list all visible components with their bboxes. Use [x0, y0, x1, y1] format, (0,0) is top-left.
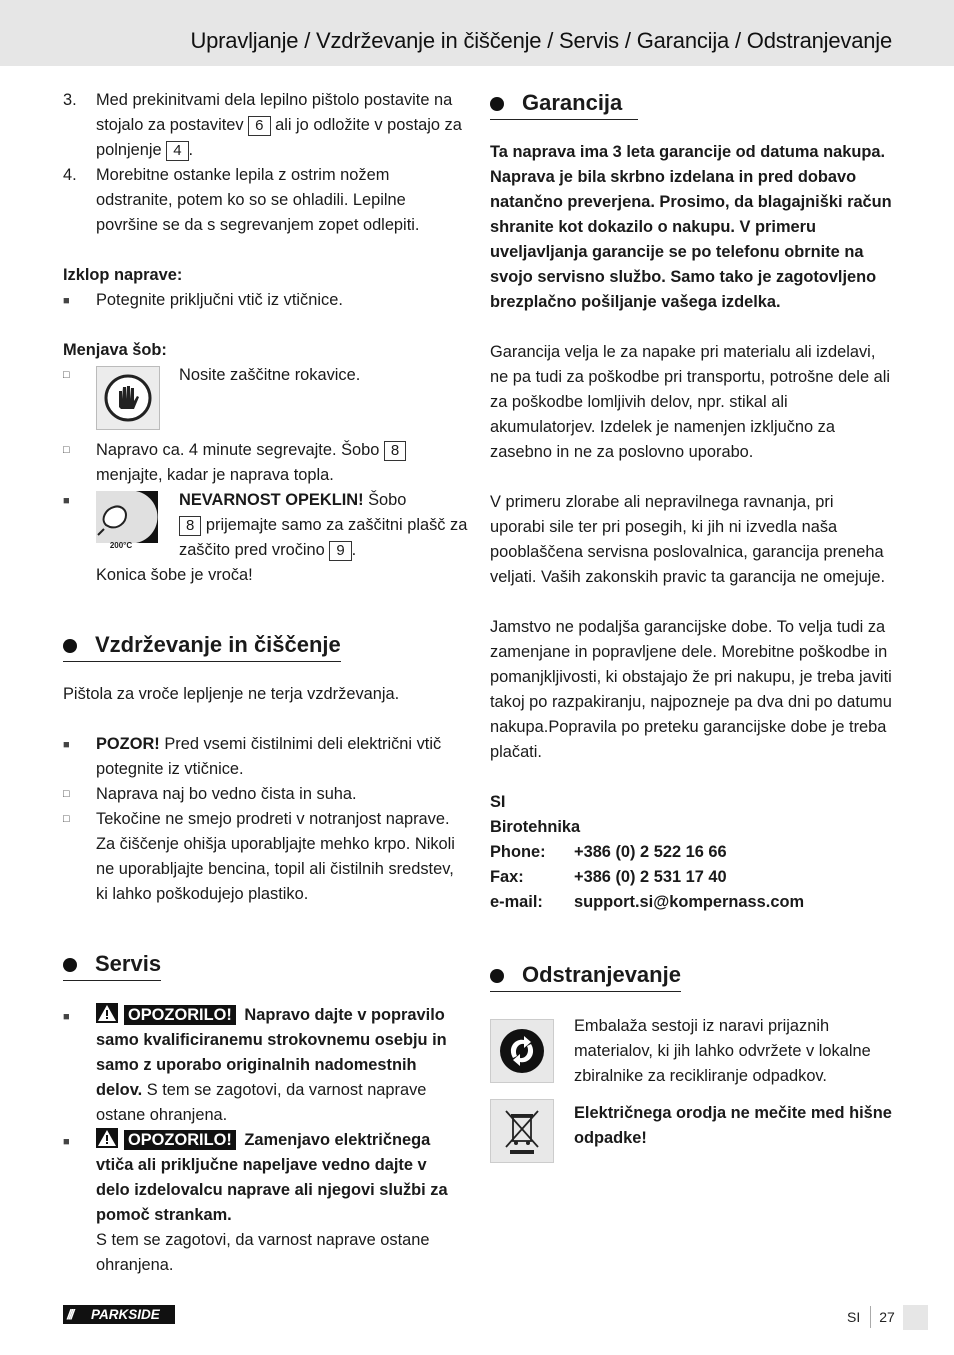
bullet-square-icon: ■ [63, 739, 70, 751]
logo-slashes: /// [67, 1307, 73, 1322]
warning-label: OPOZORILO! [124, 1130, 236, 1150]
item-number: 4. [63, 166, 77, 184]
list-item [63, 163, 463, 238]
heading-text: Garancija [522, 90, 623, 115]
gloves-icon [96, 366, 160, 430]
logo-text: PARKSIDE [91, 1307, 160, 1322]
bullet-square-icon: ■ [63, 295, 70, 307]
page-number-block [847, 1306, 895, 1328]
part-number-box: 8 [179, 516, 201, 536]
recycle-row [490, 1014, 892, 1089]
item-text: Napravo dajte v popravilo samo kvalificiranemu strokovnemu osebju in samo z uporabo originalnih nadomestnih delov. [96, 1006, 447, 1099]
contact-fax [490, 865, 892, 890]
section-subtitle: Izklop naprave: [63, 266, 183, 284]
section-heading-wrap [63, 949, 463, 981]
list-item [63, 1003, 463, 1128]
list-item [63, 732, 463, 782]
language-code: SI [847, 1309, 861, 1325]
item-text: S tem se zagotovi, da varnost naprave ostane ohranjena. [96, 1081, 427, 1124]
part-number-box: 6 [248, 116, 270, 136]
item-text: Šobo [368, 491, 407, 509]
heading-bullet-icon [490, 969, 504, 983]
item-text: Napravo ca. 4 minute segrevajte. Šobo [96, 441, 380, 459]
list-item [63, 807, 463, 907]
item-text: Pred vsemi čistilnimi deli električni vtič potegnite iz vtičnice. [96, 735, 442, 778]
bullet-hollow-icon: □ [63, 813, 70, 825]
parkside-logo [63, 1305, 175, 1324]
list-item [63, 1128, 463, 1278]
section-heading [490, 960, 681, 992]
heading-bullet-icon [63, 639, 77, 653]
fax-value: +386 (0) 2 531 17 40 [574, 868, 727, 886]
weee-row [490, 1101, 892, 1167]
part-number-box: 4 [166, 141, 188, 161]
temperature-label: 200°C [109, 541, 133, 550]
part-number-box: 9 [329, 541, 351, 561]
warning-triangle-icon [96, 1003, 118, 1023]
paragraph: Jamstvo ne podaljša garancijske dobe. To velja tudi za zamenjane in popravljene dele. Morebitne poškodbe in pomanjkljivosti, ki obstajajo že pri nakupu, je treba javiti takoj po razpakiranju, najpozneje pa dva dni po datumu nakupa.Popravila po preteku garancijske dobe je treba plačati. [490, 618, 892, 761]
section-heading [490, 88, 622, 120]
green-dot-recycle-icon [490, 1019, 554, 1083]
paragraph: Garancija velja le za napake pri materialu ali izdelavi, ne pa tudi za poškodbe pri transportu, potrošne dele ali za poškodbe lomljivih delov, npr. stikal ali akumulatorjev. Izdelek je namenjen izključno za zasebno in ne za poslovno uporabo. [490, 343, 891, 461]
footer-divider [870, 1306, 871, 1328]
contact-company: Birotehnika [490, 818, 581, 836]
bullet-hollow-icon: □ [63, 369, 70, 381]
warning-label: OPOZORILO! [124, 1005, 236, 1025]
warning-triangle-icon [96, 1128, 118, 1148]
bullet-square-icon: ■ [63, 495, 70, 507]
paragraph: V primeru zlorabe ali nepravilnega ravnanja, pri uporabi sile ter pri posegih, ki jih ni izvedla naša pooblaščena servisna poslovalnica, garancija preneha veljati. Vaših zakonskih pravic ta garancija ne omejuje. [490, 493, 886, 586]
section-heading [63, 949, 161, 981]
item-text: menjajte, kadar je naprava topla. [96, 466, 334, 484]
page-header [0, 0, 954, 66]
item-text: Potegnite priključni vtič iz vtičnice. [96, 291, 343, 309]
heading-bullet-icon [490, 97, 504, 111]
list-item [63, 363, 463, 436]
list-item [63, 488, 468, 563]
item-text: S tem se zagotovi, da varnost naprave ostane ohranjena. [96, 1231, 430, 1274]
paragraph: Pištola za vroče lepljenje ne terja vzdrževanja. [63, 685, 400, 703]
phone-value: +386 (0) 2 522 16 66 [574, 843, 727, 861]
left-column [63, 88, 468, 1278]
item-text: ali jo odložite v postajo za polnjenje [96, 116, 462, 159]
email-label: e-mail: [490, 893, 543, 911]
item-text: . [188, 141, 194, 159]
danger-label: NEVARNOST OPEKLIN! [179, 491, 364, 509]
email-value: support.si@kompernass.com [574, 893, 805, 911]
bullet-hollow-icon: □ [63, 788, 70, 800]
contact-country: SI [490, 793, 506, 811]
caution-label: POZOR! [96, 735, 160, 753]
item-text: Tekočine ne smejo prodreti v notranjost naprave. Za čiščenje ohišja uporabljajte mehko krpo. Nikoli ne uporabljajte bencina, topil ali čistilnih sredstev, ki lahko poškodujejo plastiko. [96, 810, 455, 903]
heading-text: Vzdrževanje in čiščenje [95, 632, 341, 657]
bullet-square-icon: ■ [63, 1136, 70, 1148]
item-text-block [179, 488, 469, 563]
item-text: . [351, 541, 357, 559]
list-item [63, 782, 463, 807]
contact-email [490, 890, 892, 915]
phone-label: Phone: [490, 843, 546, 861]
footer-grey-tab [903, 1305, 928, 1330]
heading-text: Servis [95, 951, 162, 976]
fax-label: Fax: [490, 868, 524, 886]
section-heading-wrap [490, 960, 892, 992]
section-heading-wrap [490, 88, 892, 120]
list-item [63, 88, 463, 163]
contact-phone [490, 840, 892, 865]
right-column [490, 88, 892, 1167]
disposal-warning: Električnega orodja ne mečite med hišne odpadke! [574, 1104, 892, 1147]
section-subtitle: Menjava šob: [63, 341, 167, 359]
item-text: Zamenjavo električnega vtiča ali priključne napeljave vedno dajte v delo izdelovalcu naprave ali njegovi službi za pomoč strankam. [96, 1131, 448, 1224]
paragraph-bold: Ta naprava ima 3 leta garancije od datuma nakupa. Naprava je bila skrbno izdelana in pred dobavo natančno preverjena. Prosimo, da blagajniški račun shranite kot dokazilo o nakupu. V primeru uveljavljanja garancije se po telefonu obrnite na svojo servisno službo. Samo tako je zagotovljeno brezplačno pošiljanje vašega izdelka. [490, 143, 892, 311]
heading-bullet-icon [63, 958, 77, 972]
section-heading [63, 630, 341, 662]
item-text: Naprava naj bo vedno čista in suha. [96, 785, 357, 803]
hot-surface-icon [96, 491, 160, 553]
list-item [63, 288, 463, 313]
contact-block [490, 790, 892, 915]
bullet-hollow-icon: □ [63, 444, 70, 456]
heading-text: Odstranjevanje [522, 962, 681, 987]
section-heading-wrap [63, 630, 463, 662]
page-number: 27 [879, 1309, 895, 1325]
crossed-bin-icon [490, 1099, 554, 1163]
item-text: Nosite zaščitne rokavice. [179, 366, 361, 384]
page-title: Upravljanje / Vzdrževanje in čiščenje / Servis / Garancija / Odstranjevanje [190, 28, 892, 53]
item-text: Morebitne ostanke lepila z ostrim nožem odstranite, potem ko so se ohladili. Lepilne površine se da s segrevanjem zopet odlepiti. [96, 166, 420, 234]
bullet-square-icon: ■ [63, 1011, 70, 1023]
item-text: prijemajte samo za zaščitni plašč za zaščito pred vročino [179, 516, 468, 559]
paragraph: Embalaža sestoji iz naravi prijaznih materialov, ki jih lahko odvržete v lokalne zbiralnike za recikliranje odpadkov. [574, 1017, 871, 1085]
item-text: Med prekinitvami dela lepilno pištolo postavite na stojalo za postavitev [96, 91, 453, 134]
item-text: Konica šobe je vroča! [96, 566, 253, 584]
item-number: 3. [63, 91, 77, 109]
part-number-box: 8 [384, 441, 406, 461]
list-item [63, 438, 463, 488]
